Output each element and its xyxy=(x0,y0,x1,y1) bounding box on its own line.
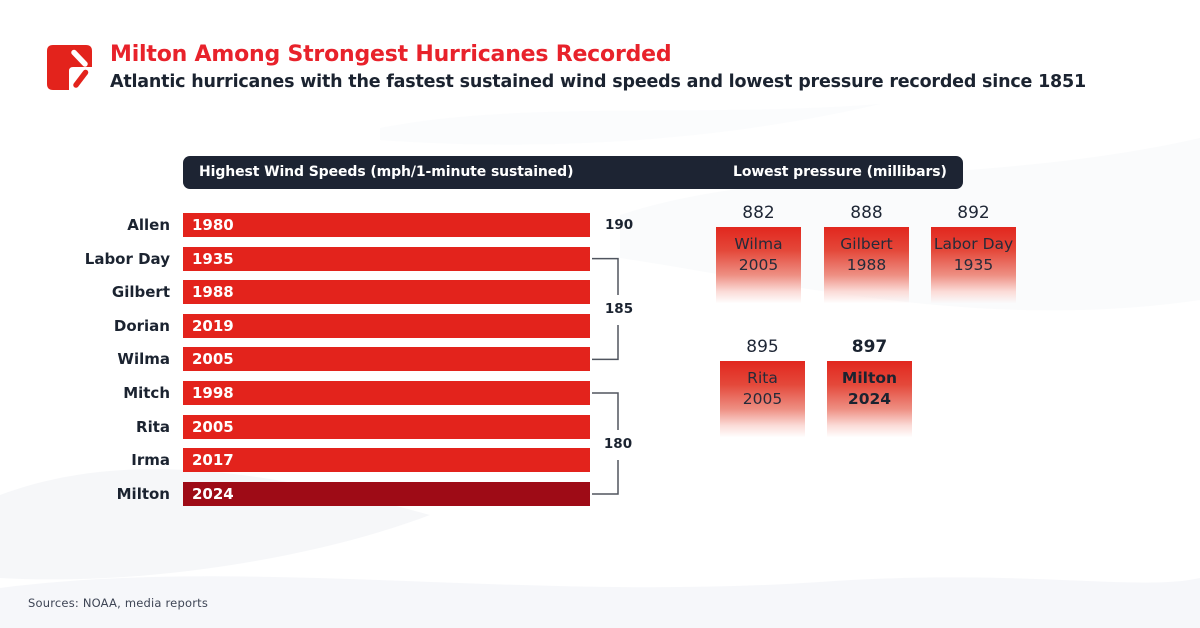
bar-year: 2017 xyxy=(192,451,234,470)
pressure-value: 882 xyxy=(742,203,775,223)
pressure-card-gilbert xyxy=(824,203,909,305)
pressure-value: 888 xyxy=(850,203,883,223)
bar-year: 1980 xyxy=(192,216,234,234)
pressure-card xyxy=(824,227,909,305)
bar xyxy=(183,448,590,472)
bar xyxy=(183,280,590,304)
pressure-value: 895 xyxy=(746,337,779,357)
page-title: Milton Among Strongest Hurricanes Recorded xyxy=(110,42,672,67)
bar-year: 2005 xyxy=(192,350,234,369)
bar-label: Milton xyxy=(116,484,170,503)
bar-year: 2005 xyxy=(192,417,234,436)
pressure-card-milton xyxy=(827,337,912,439)
pressure-year: 2005 xyxy=(742,390,783,408)
bar-label: Allen xyxy=(127,216,170,234)
bar-label: Labor Day xyxy=(84,249,170,268)
pressure-year: 1988 xyxy=(846,256,887,274)
pressure-card xyxy=(931,227,1016,305)
bar xyxy=(183,415,590,439)
bar xyxy=(183,213,590,237)
pressure-value: 897 xyxy=(851,337,888,357)
bar-label: Rita xyxy=(136,417,170,436)
pressure-year: 1935 xyxy=(953,256,994,274)
pressure-name: Rita xyxy=(747,369,778,387)
pressure-card-highlight xyxy=(827,361,912,439)
bar xyxy=(183,381,590,405)
value-label-185: 185 xyxy=(604,301,634,317)
pressure-value: 892 xyxy=(957,203,990,223)
source-note: Sources: NOAA, media reports xyxy=(28,596,209,610)
bar-label: Dorian xyxy=(113,316,170,335)
bar-year: 2024 xyxy=(192,484,234,503)
value-label-190: 190 xyxy=(605,217,634,233)
bar-year: 1988 xyxy=(192,283,234,302)
pressure-card-rita xyxy=(720,337,805,439)
pressure-card-labor-day xyxy=(931,203,1016,305)
pressure-name: Milton xyxy=(841,369,898,387)
bar-highlight xyxy=(183,482,590,506)
pressure-card xyxy=(720,361,805,439)
bar-year: 1935 xyxy=(192,249,234,268)
pressure-card xyxy=(716,227,801,305)
pressure-section-badge: Lowest pressure (millibars) xyxy=(717,156,963,189)
pressure-year: 2024 xyxy=(847,390,892,408)
bar-label: Irma xyxy=(131,451,170,470)
bar-label: Wilma xyxy=(117,350,170,369)
bar-year: 1998 xyxy=(192,383,234,402)
bar xyxy=(183,247,590,271)
bar-label: Mitch xyxy=(123,383,170,402)
pressure-name: Wilma xyxy=(734,235,783,253)
bar xyxy=(183,347,590,371)
pressure-card-wilma xyxy=(716,203,801,305)
pressure-name: Labor Day xyxy=(933,235,1014,253)
wind-section-badge: Highest Wind Speeds (mph/1-minute sustained) xyxy=(183,156,895,189)
value-brackets xyxy=(590,213,660,513)
bar xyxy=(183,314,590,338)
bar-label: Gilbert xyxy=(111,283,170,302)
pressure-name: Gilbert xyxy=(840,235,893,253)
value-label-180: 180 xyxy=(603,436,633,452)
brand-logo-icon xyxy=(47,45,92,90)
page-subtitle: Atlantic hurricanes with the fastest sustained wind speeds and lowest pressure recorded since 1851 xyxy=(110,72,1086,92)
pressure-year: 2005 xyxy=(738,256,779,274)
bar-year: 2019 xyxy=(192,316,234,335)
